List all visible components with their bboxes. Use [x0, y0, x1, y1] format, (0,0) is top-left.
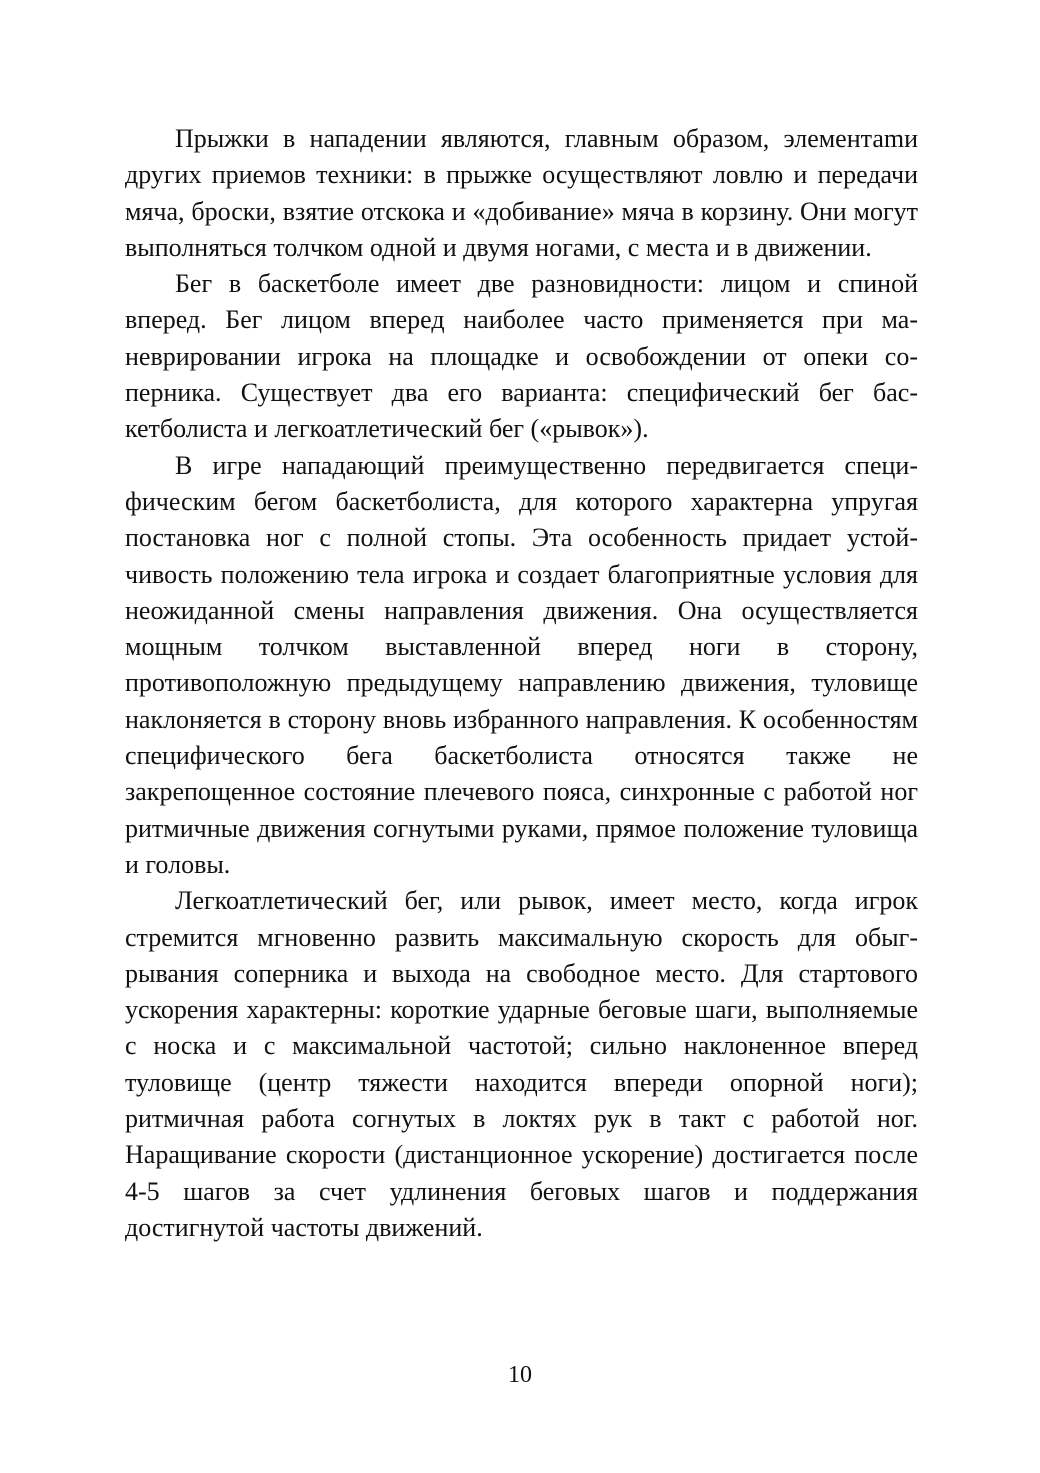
paragraph-jumps: Прыжки в нападении являются, главным образом, элементаmи других приемов техники: в прыжке осуществляют ловлю и передачи мяча, броски, взятие отскока и «добивание» мяча в корзину. Они могут выполняться толчком одной и двумя ногами, с места и в движении.: [125, 124, 918, 262]
paragraph-sprint: Легкоатлетический бег, или рывок, имеет место, когда игрок стремится мгновенно развить максимальную скорость для обыгрывания соперника и выхода на свободное место. Для стартового ускорения характерны: короткие ударные беговые шаги, выполняемые с носка и с максимальной частотой; сильно наклоненное вперед туловище (центр тяжести находится впереди опорной ноги); ритмичная работа согнутых в локтях рук в такт с работой ног. Наращивание скорости (дистанционное ускорение) достигается после 4-5 шагов за счет удлинения беговых шагов и поддержания достигнутой частоты движений.: [125, 886, 918, 1242]
paragraph-running-types: Бег в баскетболе имеет две разновидности: лицом и спиной вперед. Бег лицом вперед наиболее часто применяется при маневрировании игрока на площадке и освобождении от опеки соперника. Существует два его варианта: специфический бег баскетболиста и легкоатлетический бег («рывок»).: [125, 269, 918, 444]
paragraph-specific-running: В игре нападающий преимущественно передвигается специфическим бегом баскетболиста, для которого характерна упругая постановка ног с полной стопы. Эта особенность придает устойчивость положению тела игрока и создает благоприятные условия для неожиданной смены направления движения. Она осуществляется мощным толчком выставленной вперед ноги в сторону, противоположную предыдущему направлению движения, туловище наклоняется в сторону вновь избранного направления. К особенностям специфического бега баскетболиста относятся также не закрепощенное состояние плечевого пояса, синхронные с работой ног ритмичные движения согнутыми руками, прямое положение туловища и головы.: [125, 450, 918, 879]
body-text: [125, 121, 918, 1246]
page-number: 10: [508, 1362, 532, 1388]
